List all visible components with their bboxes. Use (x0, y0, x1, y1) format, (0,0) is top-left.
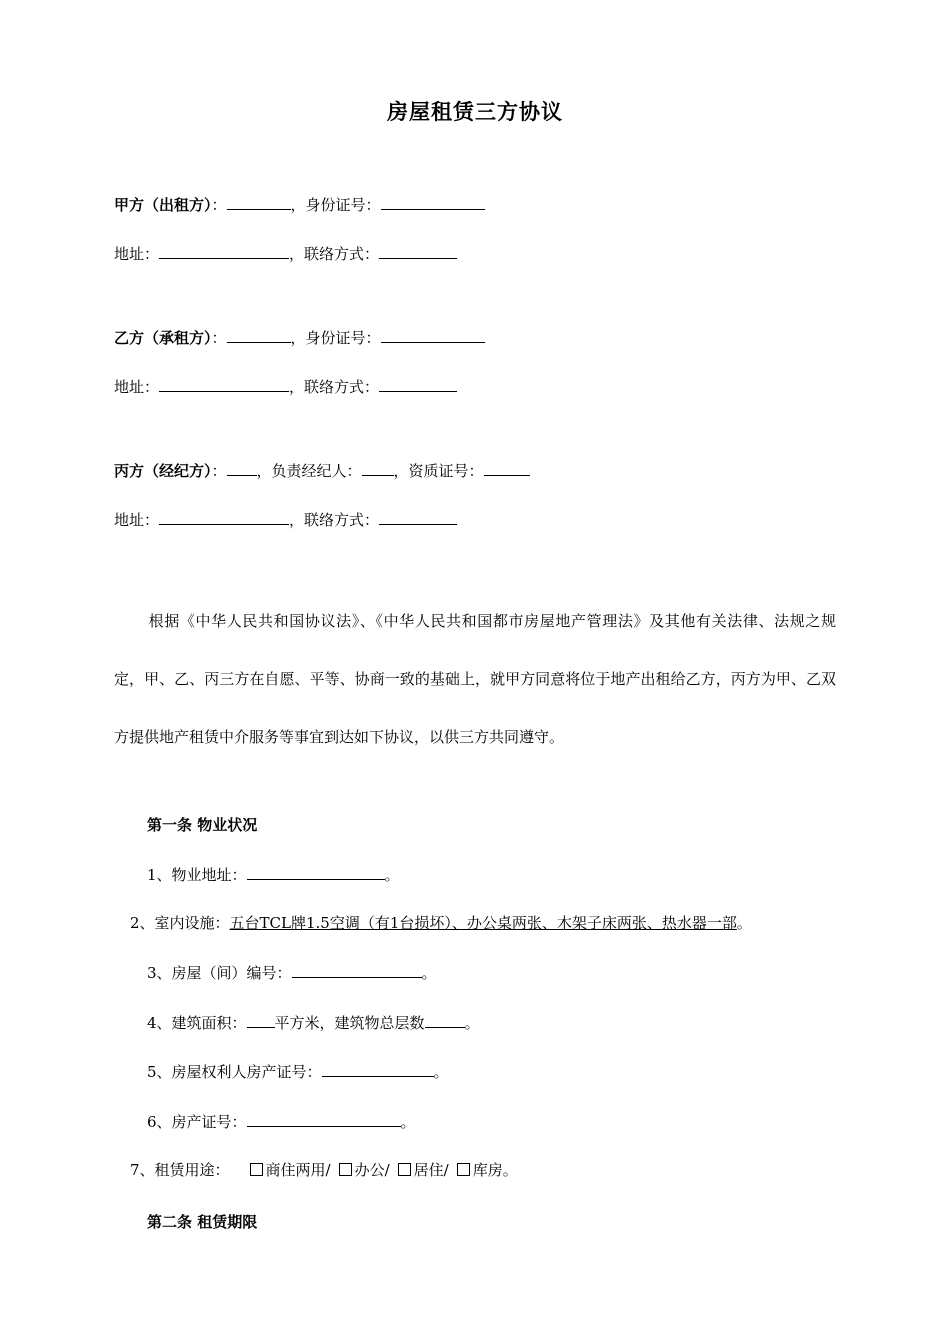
article1-item3 (147, 962, 437, 983)
party-c-agent-blank[interactable] (362, 460, 394, 476)
intro-text: 根据《中华人民共和国协议法》、《中华人民共和国都市房屋地产管理法》及其他有关法律、法规之规定，甲、乙、丙三方在自愿、平等、协商一致的基础上，就甲方同意将位于地产出租给乙方，丙方为甲、乙双方提供地产租赁中介服务等事宜到达如下协议，以供三方共同遵守。 (114, 612, 836, 746)
item3-period: 。 (421, 964, 437, 982)
owner-cert-blank[interactable] (322, 1061, 434, 1077)
article1-item2 (130, 913, 752, 933)
party-b-id-blank[interactable] (381, 327, 485, 343)
article2-heading: 第二条 租赁期限 (147, 1213, 258, 1231)
party-c-address-blank[interactable] (159, 509, 289, 525)
property-cert-blank[interactable] (247, 1111, 401, 1127)
party-c-cert-label: ，资质证号： (393, 462, 484, 480)
opt-residential: 居住/ (413, 1161, 449, 1179)
party-a-address-line (114, 243, 457, 264)
party-c-contact-blank[interactable] (379, 509, 457, 525)
party-c-line (114, 460, 530, 481)
checkbox-residential[interactable] (398, 1163, 411, 1176)
item4-period: 。 (464, 1014, 480, 1032)
item6-label: 6、房产证号： (147, 1113, 247, 1131)
party-c-address-line (114, 509, 457, 530)
party-b-address-blank[interactable] (159, 376, 289, 392)
page-title: 房屋租赁三方协议 (387, 99, 563, 124)
article1-item5 (147, 1061, 449, 1082)
party-b-line (114, 327, 485, 348)
article1-heading: 第一条 物业状况 (147, 816, 258, 834)
checkbox-storage[interactable] (457, 1163, 470, 1176)
party-b-id-label: ，身份证号： (290, 329, 381, 347)
party-c-name-blank[interactable] (227, 460, 257, 476)
party-c-cert-blank[interactable] (484, 460, 530, 476)
room-number-blank[interactable] (292, 962, 422, 978)
party-a-id-label: ，身份证号： (290, 196, 381, 214)
party-b-contact-blank[interactable] (379, 376, 457, 392)
party-c-contact-label: ，联络方式： (289, 511, 380, 529)
checkbox-office[interactable] (339, 1163, 352, 1176)
facilities-value: 五台TCL牌1.5空调（有1台损坏）、办公桌两张、木架子床两张、热水器一部 (229, 914, 737, 932)
item1-period: 。 (384, 866, 400, 884)
party-a-address-blank[interactable] (159, 243, 289, 259)
item2-period: 。 (736, 914, 752, 932)
party-b-colon: ： (211, 329, 227, 347)
party-b-address-line (114, 376, 457, 397)
party-b-label: 乙方（承租方） (114, 329, 212, 347)
party-a-address-label: 地址： (114, 245, 160, 263)
party-a-colon: ： (211, 196, 227, 214)
item2-label: 2、室内设施： (130, 914, 230, 932)
party-a-line (114, 194, 485, 215)
party-c-address-label: 地址： (114, 511, 160, 529)
floors-blank[interactable] (425, 1012, 465, 1028)
item7-label: 7、租赁用途： (130, 1161, 230, 1179)
item4-label: 4、建筑面积： (147, 1014, 247, 1032)
item6-period: 。 (400, 1113, 416, 1131)
article1-item6 (147, 1111, 416, 1132)
party-c-colon: ： (211, 462, 227, 480)
item5-period: 。 (433, 1063, 449, 1081)
party-a-contact-blank[interactable] (379, 243, 457, 259)
intro-paragraph (114, 592, 836, 766)
party-b-address-label: 地址： (114, 378, 160, 396)
opt-storage: 库房。 (472, 1161, 518, 1179)
property-address-blank[interactable] (247, 864, 385, 880)
area-blank[interactable] (247, 1012, 275, 1028)
item4-unit: 平方米，建筑物总层数 (274, 1014, 425, 1032)
party-c-agent-label: ，负责经纪人： (256, 462, 362, 480)
article1-item1 (147, 864, 400, 885)
item1-label: 1、物业地址： (147, 866, 247, 884)
party-a-name-blank[interactable] (227, 194, 291, 210)
item3-label: 3、房屋（间）编号： (147, 964, 292, 982)
article1-item7 (130, 1160, 518, 1180)
opt-mixed-use: 商住两用/ (265, 1161, 331, 1179)
opt-office: 办公/ (354, 1161, 390, 1179)
party-a-label: 甲方（出租方） (114, 196, 212, 214)
party-a-id-blank[interactable] (381, 194, 485, 210)
party-b-name-blank[interactable] (227, 327, 291, 343)
party-b-contact-label: ，联络方式： (289, 378, 380, 396)
checkbox-mixed-use[interactable] (250, 1163, 263, 1176)
party-c-label: 丙方（经纪方） (114, 462, 212, 480)
item5-label: 5、房屋权利人房产证号： (147, 1063, 322, 1081)
article1-item4 (147, 1012, 480, 1033)
party-a-contact-label: ，联络方式： (289, 245, 380, 263)
